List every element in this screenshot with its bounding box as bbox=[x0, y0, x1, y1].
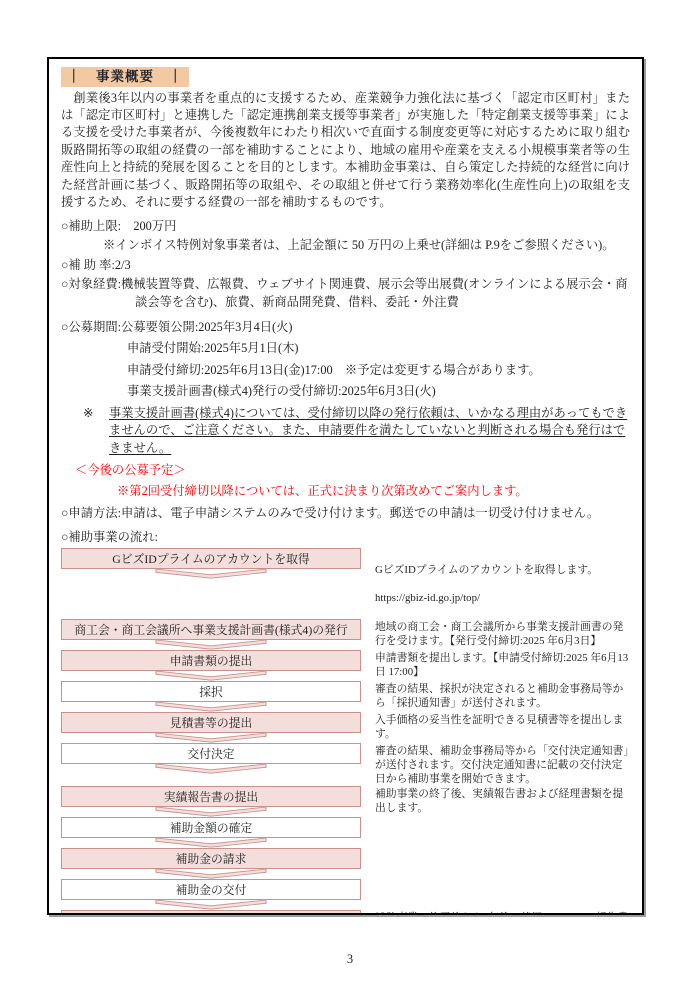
flow-step-claim-subsidy: 補助金の請求 bbox=[61, 848, 361, 869]
flow-step-note: 地域の商工会・商工会議所から事業支援計画書の発行を受けます。【発行受付締切:2025 年6月3日】 bbox=[375, 621, 624, 648]
flow-step-grant-decision: 交付決定 bbox=[61, 743, 361, 764]
flow-step-note bbox=[361, 817, 630, 818]
flow-step-note: 入手価格の妥当性を証明できる見積書等を提出します。 bbox=[375, 714, 624, 741]
invoice-exception-note: ※インボイス特例対象事業者は、上記金額に 50 万円の上乗せ(詳細は P.9をご参照ください)。 bbox=[103, 238, 615, 253]
flow-row bbox=[61, 619, 630, 650]
flow-row bbox=[61, 712, 630, 743]
application-method-line: ○申請方法:申請は、電子申請システムのみで受け付けます。郵送での申請は一切受け付けません。 bbox=[61, 506, 600, 521]
document-page-frame bbox=[47, 57, 644, 915]
flow-step-note: 補助事業の終了後、実績報告書および経理書類を提出します。 bbox=[375, 788, 624, 815]
subsidy-limit-line: ○補助上限: 200万円 bbox=[61, 218, 177, 233]
flow-row bbox=[61, 548, 630, 619]
flow-section-label: ○補助事業の流れ: bbox=[61, 529, 158, 544]
flow-arrow-down-icon bbox=[155, 869, 267, 879]
application-period-line: ○公募期間:公募要領公開:2025年3月4日(火) bbox=[61, 319, 293, 334]
flow-arrow-down-icon bbox=[155, 900, 267, 910]
flow-step-note: GビズIDプライムのアカウントを取得します。 https://gbiz-id.go.jp/top/ bbox=[361, 548, 630, 619]
flow-row bbox=[61, 743, 630, 786]
form4-caution-note bbox=[61, 405, 630, 457]
gbiz-url-link[interactable]: https://gbiz-id.go.jp/top/ bbox=[375, 592, 480, 605]
flow-arrow-down-icon bbox=[155, 671, 267, 681]
flow-arrow-down-icon bbox=[155, 838, 267, 848]
form4-issue-deadline-line: 事業支援計画書(様式4)発行の受付締切:2025年6月3日(火) bbox=[127, 384, 436, 399]
flow-arrow-down-icon bbox=[155, 702, 267, 712]
flow-step-note bbox=[361, 848, 630, 849]
form4-caution-text: 事業支援計画書(様式4)については、受付締切以降の発行依頼は、いかなる理由があってもできませんので、ご注意ください。また、申請要件を満たしていないと判断される場合も発行はできません。 bbox=[109, 405, 628, 455]
eligible-expenses-line: ○対象経費:機械装置等費、広報費、ウェブサイト関連費、展示会等出展費(オンラインによる展示会・商談会等を含む)、旅費、新商品開発費、借料、委託・外注費 bbox=[61, 277, 628, 309]
flow-row bbox=[61, 681, 630, 712]
flow-row bbox=[61, 848, 630, 879]
flow-step-amount-determination: 補助金額の確定 bbox=[61, 817, 361, 838]
flow-row bbox=[61, 650, 630, 681]
flow-row bbox=[61, 910, 630, 915]
flow-step-note: 申請書類を提出します。【申請受付締切:2025 年6月13日 17:00】 bbox=[375, 652, 629, 679]
flow-arrow-down-icon bbox=[155, 764, 267, 774]
flow-step-gbiz-account: GビズIDプライムのアカウントを取得 bbox=[61, 548, 361, 569]
application-start-line: 申請受付開始:2025年5月1日(木) bbox=[127, 341, 299, 356]
flow-step-subsidy-payment: 補助金の交付 bbox=[61, 879, 361, 900]
flow-step-note bbox=[361, 879, 630, 880]
flow-arrow-down-icon bbox=[155, 569, 267, 579]
flow-step-note: 審査の結果、採択が決定されると補助金事務局等から「採択通知書」が送付されます。 bbox=[375, 683, 624, 710]
flow-arrow-down-icon bbox=[155, 640, 267, 650]
flow-row bbox=[61, 879, 630, 910]
note-marker: ※ bbox=[83, 405, 94, 420]
flow-step-form4-issuance: 商工会・商工会議所へ事業支援計画書(様式4)の発行 bbox=[61, 619, 361, 640]
flow-row bbox=[61, 786, 630, 817]
flow-step-effect-report bbox=[61, 910, 361, 915]
flow-step-submit-quotes: 見積書等の提出 bbox=[61, 712, 361, 733]
upcoming-schedule-title: ＜今後の公募予定＞ bbox=[75, 463, 186, 478]
section-title-business-overview: ｜ 事業概要 ｜ bbox=[61, 67, 189, 87]
flow-step-note: 審査の結果、補助金事務局等から「交付決定通知書」が送付されます。交付決定通知書に記載の交付決定日から補助事業を開始できます。 bbox=[375, 745, 629, 786]
flow-step-submit-results-report: 実績報告書の提出 bbox=[61, 786, 361, 807]
subsidy-flowchart bbox=[61, 548, 630, 915]
flow-arrow-down-icon bbox=[155, 733, 267, 743]
upcoming-schedule-note: ※第2回受付締切以降については、正式に決まり次第改めてご案内します。 bbox=[117, 484, 528, 499]
subsidy-rate-line: ○補 助 率:2/3 bbox=[61, 257, 131, 272]
flow-arrow-down-icon bbox=[155, 807, 267, 817]
flow-row bbox=[61, 817, 630, 848]
page-number: 3 bbox=[346, 952, 354, 966]
flow-step-submit-application: 申請書類の提出 bbox=[61, 650, 361, 671]
overview-paragraph: 創業後3年以内の事業者を重点的に支援するため、産業競争力強化法に基づく「認定市区町村」または「認定市区町村」と連携した「認定連携創業支援等事業者」が実施した「特定創業支援等事業」による支援を受けた事業者が、今後複数年にわたり相次いで直面する制度変更等に対応するために取り組む販路開拓等の取組の経費の一部を補助することにより、地域の雇用や産業を支える小規模事業者等の生産性向上と持続的発展を図ることを目的とします。本補助金事業は、自ら策定した持続的な経営に向けた経営計画に基づく、販路開拓等の取組や、その取組と併せて行う業務効率化(生産性向上)の取組を支援するため、それに要する経費の一部を補助するものです。 bbox=[61, 90, 630, 210]
flow-step-adoption: 採択 bbox=[61, 681, 361, 702]
flow-step-note bbox=[361, 910, 630, 915]
application-deadline-line: 申請受付締切:2025年6月13日(金)17:00 ※予定は変更する場合があります。 bbox=[127, 362, 541, 377]
